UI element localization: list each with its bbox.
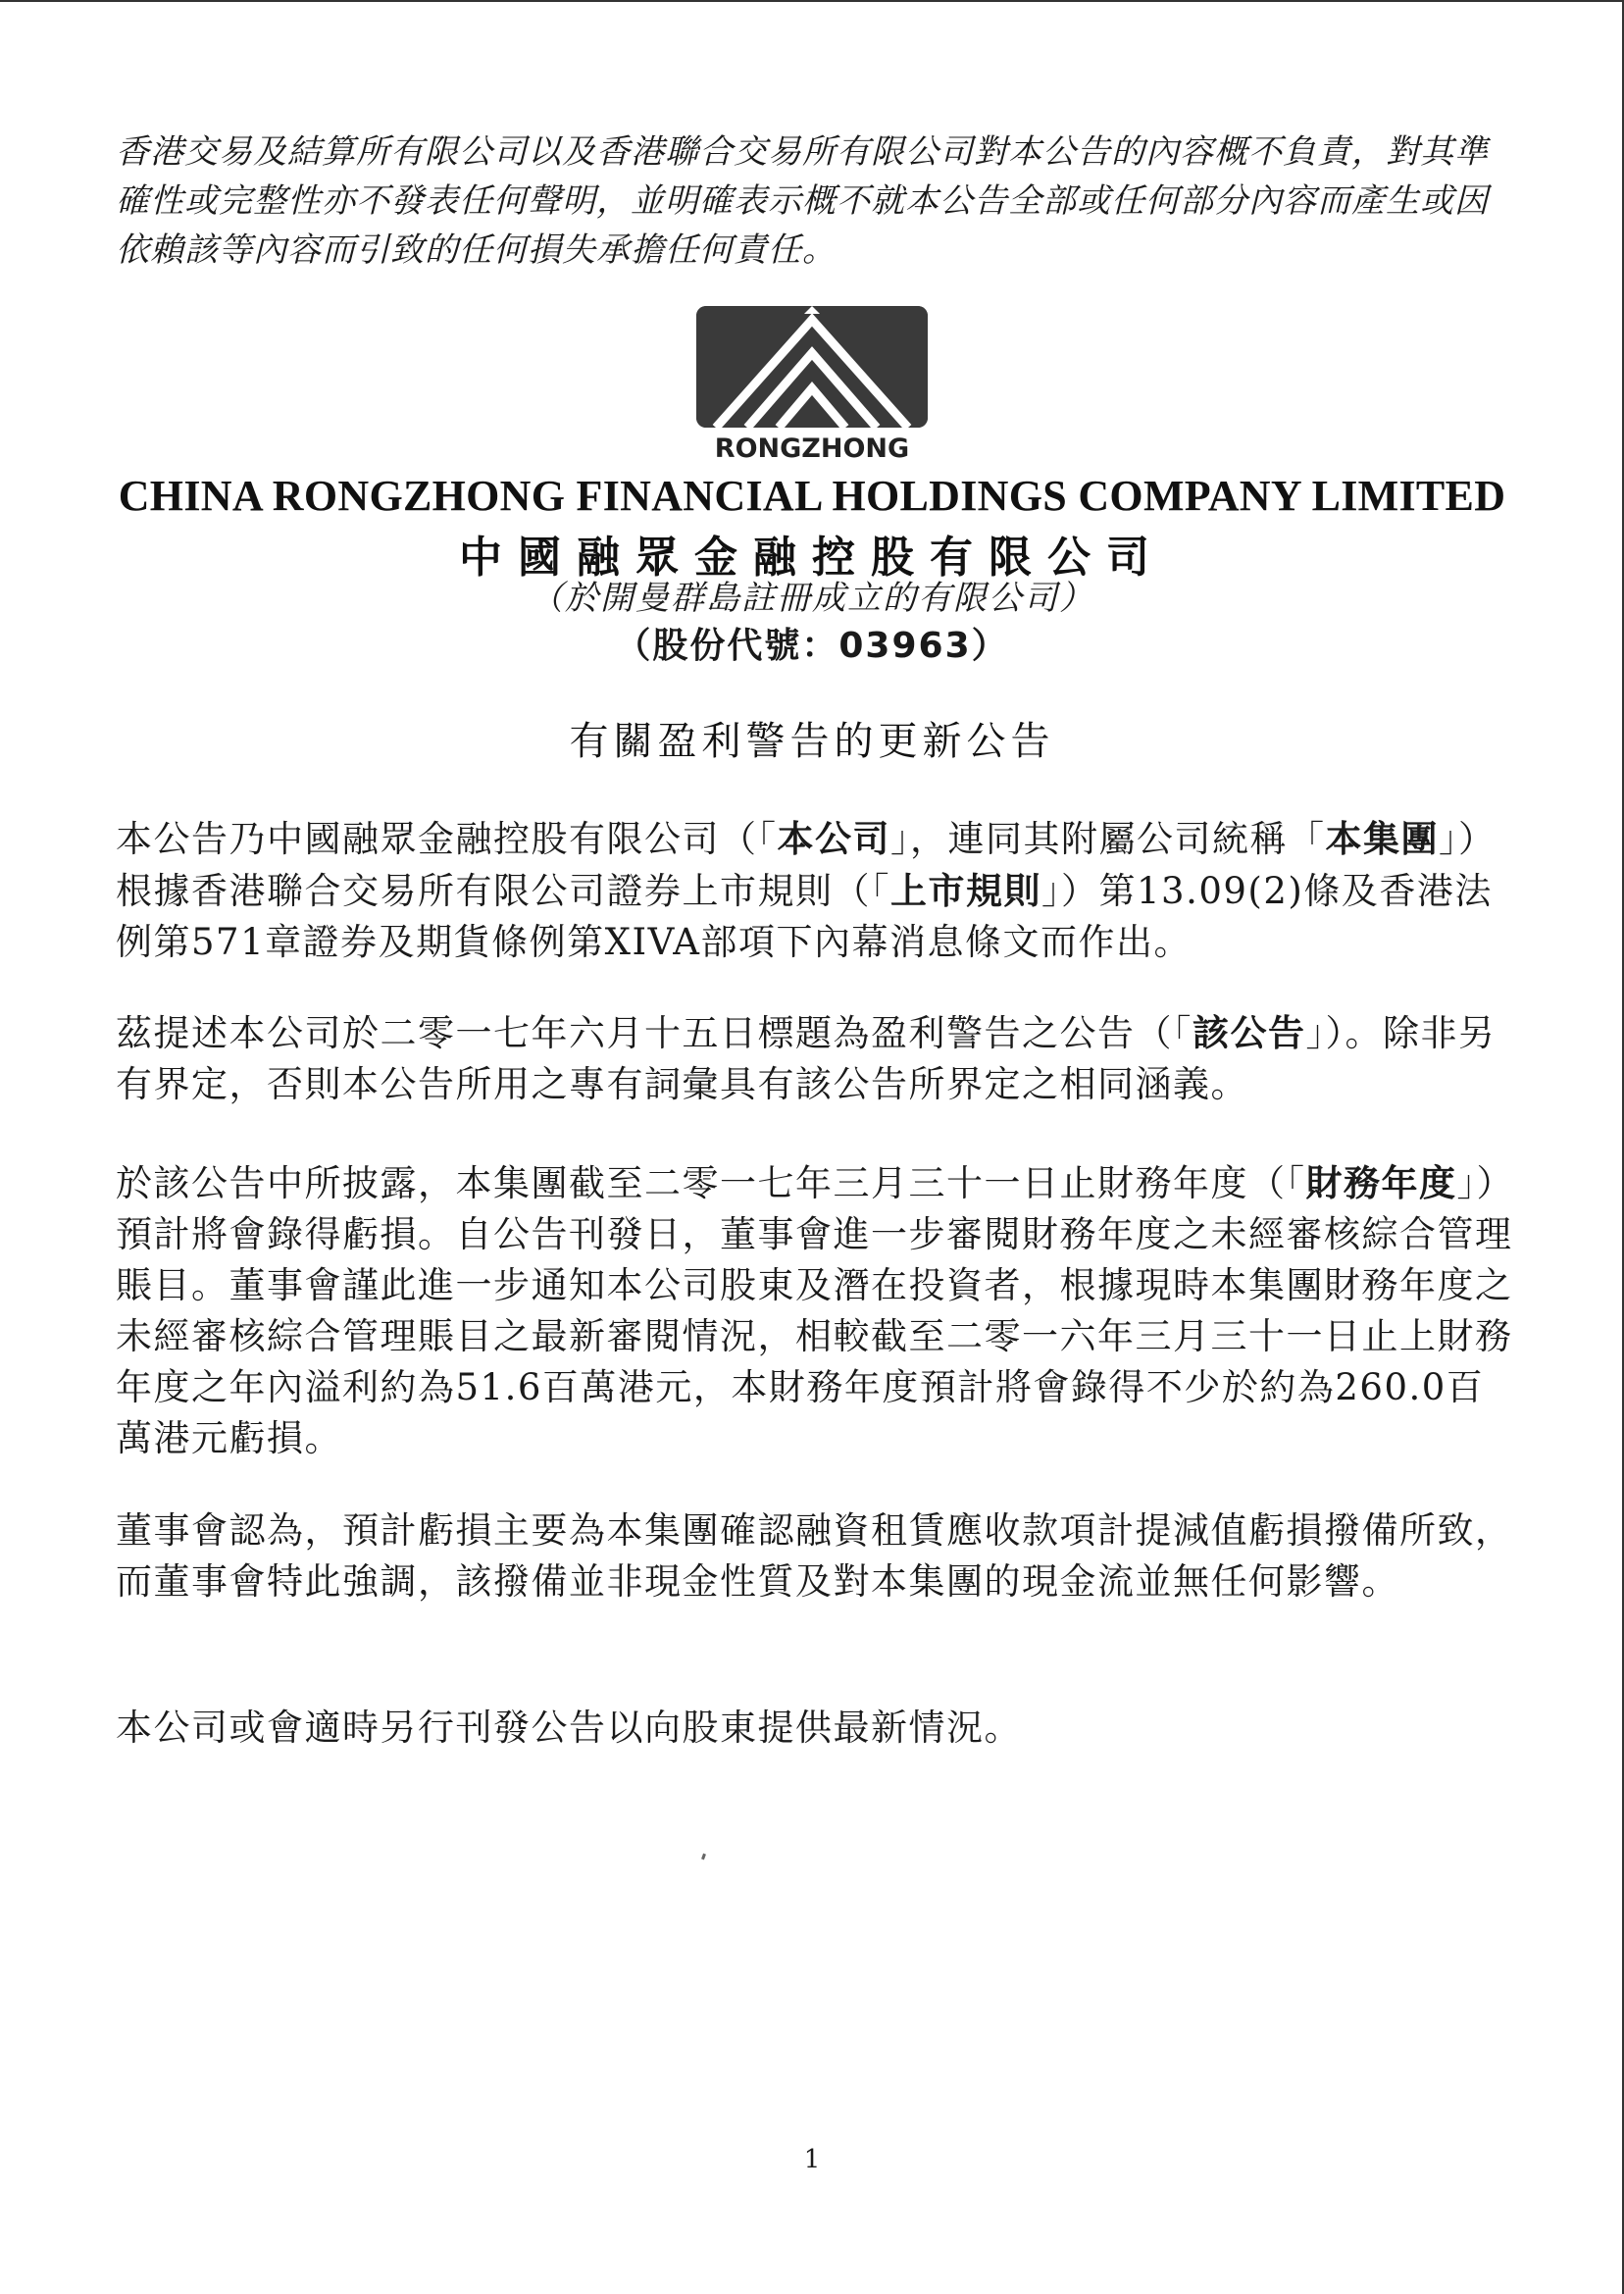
- paragraph-reference: [116, 1007, 1518, 1110]
- paragraph-loss-reason: 董事會認為，預計虧損主要為本集團確認融資租賃應收款項計提減值虧損撥備所致，而董事會特此強調，該撥備並非現金性質及對本集團的現金流並無任何影響。: [116, 1509, 1513, 1603]
- defined-term: 本公司: [777, 817, 890, 860]
- page-number: 1: [803, 2145, 821, 2174]
- text-span: 茲提述本公司於二零一七年六月十五日標題為盈利警告之公告（「: [116, 1012, 1193, 1054]
- text-span: 」）預計將會錄得虧損。自公告刊發日，董事會進一步審閱財務年度之未經審核綜合管理賬目。董事會謹此進一步通知本公司股東及潛在投資者，根據現時本集團財務年度之未經審核綜合管理賬目之最新審閱情況，相較截至二零一六年三月三十一日止上財務年度之年內溢利約為51.6百萬港元，本財務年度預計將會錄得不少於約為260.0百萬港元虧損。: [116, 1162, 1514, 1459]
- logo-mark: [696, 306, 928, 428]
- text-span: 」）。除非另有界定，否則本公告所用之專有詞彙具有該公告所界定之相同涵義。: [116, 1012, 1497, 1105]
- logo-wordmark: RONGZHONG: [714, 433, 910, 464]
- company-logo: [694, 306, 930, 466]
- text-span: 本公告乃中國融眾金融控股有限公司（「: [116, 818, 778, 860]
- text-span: 」，連同其附屬公司統稱「: [890, 818, 1326, 860]
- text-span: 」）第13.09(2)條及香港法例第571章證券及期貨條例第XIVA部項下內幕消息條文而作出。: [116, 870, 1493, 963]
- announcement-title: 有關盈利警告的更新公告: [569, 719, 1055, 764]
- defined-term: 該公告: [1193, 1011, 1306, 1054]
- text-span: 於該公告中所披露，本集團截至二零一七年三月三十一日止財務年度（「: [116, 1162, 1306, 1204]
- company-name-english: CHINA RONGZHONG FINANCIAL HOLDINGS COMPANY LIMITED: [118, 472, 1506, 520]
- paragraph-closing: 本公司或會適時另行刊發公告以向股東提供最新情況。: [116, 1707, 1022, 1749]
- defined-term: 上市規則: [890, 869, 1041, 912]
- logo-mountain-icon: [696, 306, 928, 428]
- disclaimer-text: 香港交易及結算所有限公司以及香港聯合交易所有限公司對本公告的內容概不負責，對其準確性或完整性亦不發表任何聲明，並明確表示概不就本公告全部或任何部分內容而產生或因依賴該等內容而引致的任何損失承擔任何責任。: [116, 132, 1489, 270]
- scan-speck: [701, 1854, 706, 1861]
- text-span: 」）根據香港聯合交易所有限公司證券上市規則（「: [116, 818, 1497, 912]
- defined-term: 財務年度: [1305, 1161, 1457, 1204]
- incorporation-note: （於開曼群島註冊成立的有限公司）: [530, 579, 1094, 618]
- stock-code: （股份代號：03963）: [615, 626, 1009, 666]
- paragraph-intro: [116, 813, 1518, 968]
- paragraph-loss-estimate: [116, 1157, 1518, 1464]
- company-name-chinese: 中國融眾金融控股有限公司: [459, 533, 1165, 583]
- defined-term: 本集團: [1325, 817, 1439, 860]
